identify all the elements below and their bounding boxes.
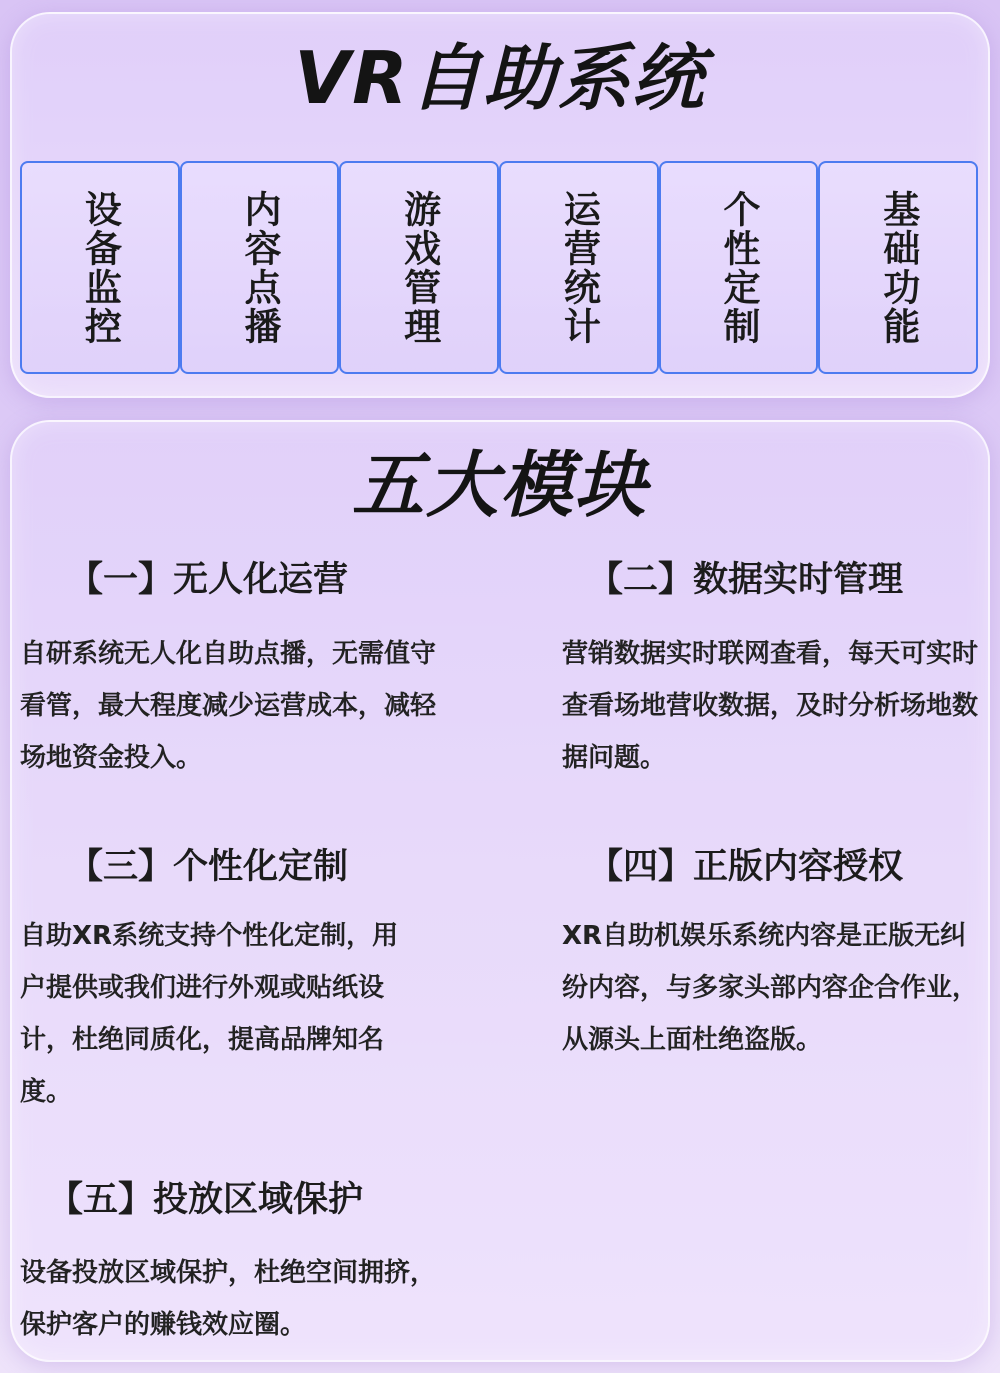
module-3-heading: 【三】个性化定制 — [68, 847, 349, 887]
module-2-heading: 【二】数据实时管理 — [588, 560, 904, 600]
module-5-body: 设备投放区域保护，杜绝空间拥挤，保护客户的赚钱效应圈。 — [20, 1258, 437, 1340]
tile-device-monitoring[interactable] — [20, 161, 180, 374]
module-3-body: 自助XR系统支持个性化定制，用户提供或我们进行外观或贴纸设计，杜绝同质化，提高品牌知名度。 — [20, 921, 399, 1107]
tile-label: 基础功能 — [876, 189, 920, 346]
tile-game-management[interactable] — [339, 161, 499, 374]
tile-label: 运营统计 — [557, 189, 601, 346]
tile-label: 设备监控 — [78, 189, 122, 346]
tile-basic-functions[interactable] — [818, 161, 978, 374]
tile-label: 游戏管理 — [397, 189, 441, 346]
module-1-heading: 【一】无人化运营 — [68, 560, 349, 600]
modules-title: 五大模块 — [351, 443, 648, 527]
tile-label: 内容点播 — [238, 189, 281, 346]
feature-tiles — [20, 161, 978, 374]
tile-operation-stats[interactable] — [499, 161, 659, 374]
module-4-body: XR自助机娱乐系统内容是正版无纠纷内容，与多家头部内容企合作业，从源头上面杜绝盗版。 — [562, 921, 979, 1055]
module-4-heading: 【四】正版内容授权 — [588, 847, 904, 887]
module-5-heading: 【五】投放区域保护 — [48, 1180, 364, 1220]
tile-content-playback[interactable] — [180, 161, 340, 374]
system-title: VR自助系统 — [294, 36, 706, 120]
tile-customization[interactable] — [659, 161, 819, 374]
tile-label: 个性定制 — [717, 189, 761, 346]
module-1-body: 自研系统无人化自助点播，无需值守看管，最大程度减少运营成本，减轻场地资金投入。 — [20, 639, 437, 773]
module-2-body: 营销数据实时联网查看，每天可实时查看场地营收数据，及时分析场地数据问题。 — [562, 639, 979, 773]
